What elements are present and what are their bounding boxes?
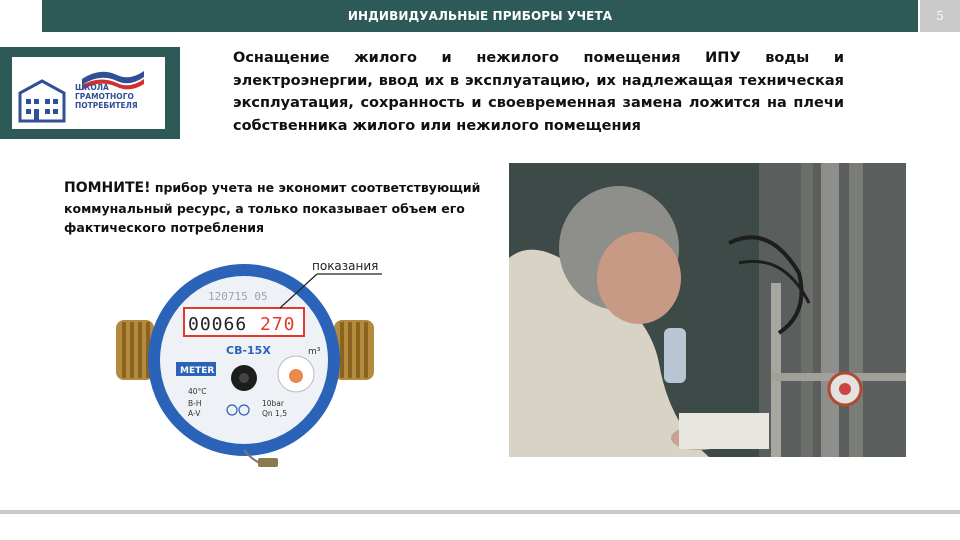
meter-serial: 120715 05 xyxy=(208,290,268,303)
logo-line-1: ШКОЛА xyxy=(75,83,109,92)
logo-text xyxy=(75,83,138,110)
header-left-spacer xyxy=(0,0,42,32)
left-fitting-icon xyxy=(116,320,154,380)
logo-block xyxy=(0,47,180,139)
water-meter-illustration xyxy=(112,250,382,480)
page-number: 5 xyxy=(936,9,944,23)
pipe-icon xyxy=(821,163,839,457)
man-face xyxy=(597,232,681,324)
remember-text: прибор учета не экономит соответствующий коммунальный ресурс, а только показывает объем его фактического потребления xyxy=(64,180,481,235)
right-fitting-icon xyxy=(334,320,374,380)
remember-lead: ПОМНИТЕ! xyxy=(64,180,151,196)
pipe-icon xyxy=(801,163,813,457)
photo-man-checking-meter xyxy=(509,163,906,457)
logo-line-2: ГРАМОТНОГО xyxy=(75,92,134,101)
meter-unit: m³ xyxy=(308,347,321,357)
logo xyxy=(12,57,165,129)
page-title: ИНДИВИДУАЛЬНЫЕ ПРИБОРЫ УЧЕТА xyxy=(347,9,613,23)
meter-brand: METER xyxy=(180,366,215,376)
spec-right-1: 10bar xyxy=(262,399,284,408)
seal-icon xyxy=(258,458,278,467)
bottle-icon xyxy=(664,328,686,383)
reading-black: 00066 xyxy=(188,314,248,335)
meter-model: СВ-15Х xyxy=(226,344,271,357)
pipe-icon xyxy=(849,163,863,457)
page-number-box xyxy=(920,0,960,32)
spec-left-3: A-V xyxy=(188,409,201,418)
spec-left-2: B-H xyxy=(188,399,202,408)
main-paragraph: Оснащение жилого и нежилого помещения ИПУ воды и электроэнергии, ввод их в эксплуатацию, их надлежащая техническая эксплуатация, сохранность и своевременная замена ложится на плечи собственника жилого или нежилого помещения xyxy=(233,50,844,134)
callout-label: показания xyxy=(312,259,379,273)
spec-left-1: 40°C xyxy=(188,387,207,396)
logo-line-3: ПОТРЕБИТЕЛЯ xyxy=(75,101,138,110)
bottom-divider xyxy=(0,510,960,514)
header-bar xyxy=(42,0,918,32)
remember-note xyxy=(64,178,504,238)
spec-right-2: Qn 1,5 xyxy=(262,409,287,418)
reading-red: 270 xyxy=(260,314,296,335)
